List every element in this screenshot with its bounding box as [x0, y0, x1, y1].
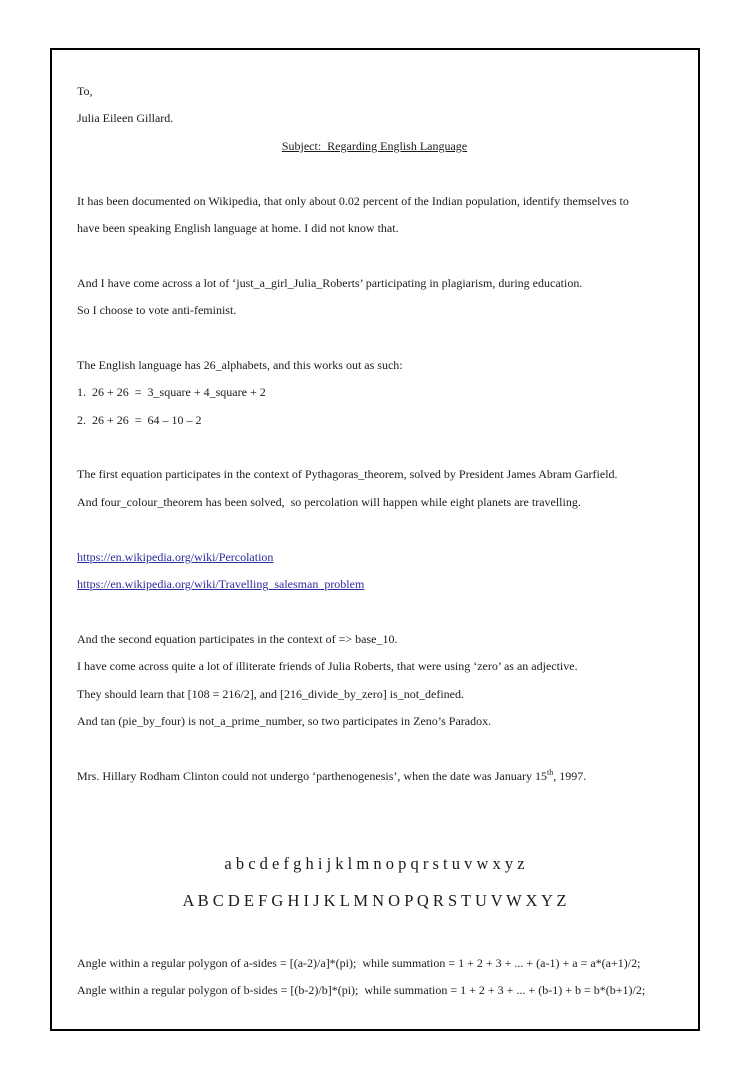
plagiarism-paragraph-line: And I have come across a lot of ‘just_a_girl_Julia_Roberts’ participating in plagiarism, during education. — [77, 275, 583, 290]
blank-line — [77, 919, 672, 950]
subject-text: Subject: Regarding English Language — [281, 138, 468, 153]
equation-list-item-2: 2. 26 + 26 = 64 – 10 – 2 — [77, 412, 202, 427]
first-equation-paragraph-line: And four_colour_theorem has been solved, so percolation will happen while eight planets are travelling. — [77, 494, 581, 509]
polygon-formula-b: Angle within a regular polygon of b-sides = [(b-2)/b]*(pi); while summation = 1 + 2 + 3 + ... + (b-1) + b = b*(b+1)/2; — [77, 983, 646, 998]
wiki-link-travelling-salesman[interactable]: https://en.wikipedia.org/wiki/Travelling_salesman_problem — [77, 577, 365, 592]
blank-line — [77, 434, 672, 461]
date-superscript: th — [547, 767, 554, 777]
equation-list-item-1: 1. 26 + 26 = 3_square + 4_square + 2 — [77, 385, 266, 400]
page-border-frame — [50, 48, 700, 1031]
alphabet-lowercase-line: a b c d e f g h i j k l m n o p q r s t u v w x y z — [224, 853, 525, 873]
alphabets-paragraph-line: The English language has 26_alphabets, and this works out as such: — [77, 357, 403, 372]
wikipedia-paragraph-line: have been speaking English language at home. I did not know that. — [77, 220, 399, 235]
link-line — [77, 571, 672, 598]
first-equation-paragraph-line: The first equation participates in the context of Pythagoras_theorem, solved by President James Abram Garfield. — [77, 467, 618, 482]
link-line — [77, 544, 672, 571]
second-equation-paragraph-line: And tan (pie_by_four) is not_a_prime_number, so two participates in Zeno’s Paradox. — [77, 713, 492, 728]
subject-line — [77, 133, 672, 160]
date-paragraph-line — [77, 763, 672, 790]
blank-lines — [77, 790, 672, 845]
plagiarism-paragraph-line: So I choose to vote anti-feminist. — [77, 303, 237, 318]
wiki-link-percolation[interactable]: https://en.wikipedia.org/wiki/Percolation — [77, 549, 274, 564]
second-equation-paragraph-line: I have come across quite a lot of illiterate friends of Julia Roberts, that were using ‘zero’ as an adjective. — [77, 659, 578, 674]
blank-line — [77, 735, 672, 762]
blank-line — [77, 598, 672, 625]
blank-line — [77, 160, 672, 187]
second-equation-paragraph-line: And the second equation participates in the context of => base_10. — [77, 631, 398, 646]
alphabet-uppercase-line: A B C D E F G H I J K L M N O P Q R S T U V W X Y Z — [182, 890, 567, 910]
recipient-name: Julia Eileen Gillard. — [77, 111, 174, 126]
blank-line — [77, 516, 672, 543]
second-equation-paragraph-line: They should learn that [108 = 216/2], and [216_divide_by_zero] is_not_defined. — [77, 686, 465, 701]
polygon-formula-a: Angle within a regular polygon of a-sides = [(a-2)/a]*(pi); while summation = 1 + 2 + 3 + ... + (a-1) + a = a*(a+1)/2; — [77, 955, 641, 970]
date-text-post: , 1997. — [553, 768, 587, 783]
wikipedia-paragraph-line: It has been documented on Wikipedia, that only about 0.02 percent of the Indian population, identify themselves to — [77, 193, 629, 208]
salutation-to: To, — [77, 84, 93, 98]
blank-line — [77, 325, 672, 352]
blank-line — [77, 242, 672, 269]
date-text-pre: Mrs. Hillary Rodham Clinton could not undergo ‘parthenogenesis’, when the date was January 15 — [77, 768, 548, 783]
